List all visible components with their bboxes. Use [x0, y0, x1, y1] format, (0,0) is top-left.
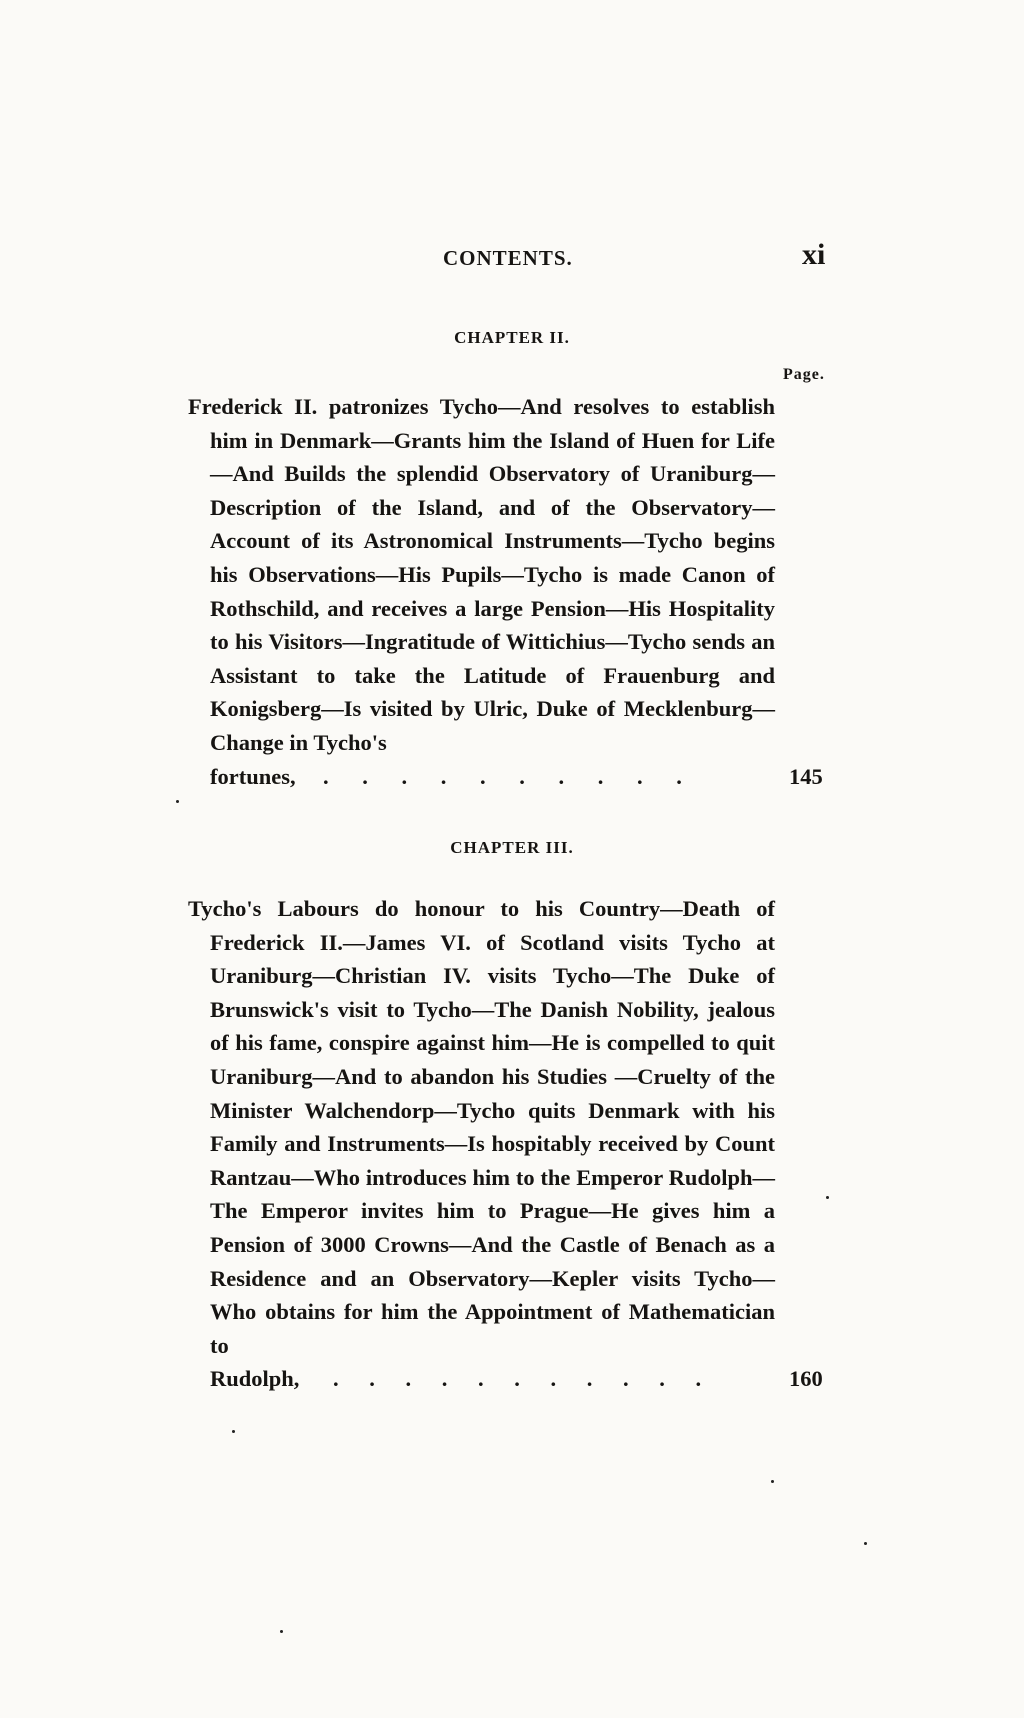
- entry-leader-line: [188, 760, 823, 794]
- contents-entry: [188, 892, 823, 1396]
- dot-leader: . . . . . . . . . .: [323, 763, 682, 789]
- scan-speck: [176, 800, 179, 803]
- scan-speck: [280, 1630, 283, 1633]
- page-column-label: Page.: [783, 366, 825, 383]
- dot-leader: . . . . . . . . . . .: [333, 1366, 702, 1392]
- entry-summary: Frederick II. patronizes Tycho—And resolves to establish him in Denmark—Grants him the Island of Huen for Life—And Builds the splendid Observatory of Uraniburg—Description of the Island, and of the Observatory—Account of its Astronomical Instruments—Tycho begins his Observations—His Pupils—Tycho is made Canon of Rothschild, and receives a large Pension—His Hospitality to his Visitors—Ingratitude of Wittichius—Tycho sends an Assistant to take the Latitude of Frauenburg and Konigsberg—Is visited by Ulric, Duke of Mecklenburg—Change in Tycho's: [188, 394, 775, 755]
- chapter-heading: CHAPTER II.: [454, 328, 570, 347]
- entry-page-number: 160: [789, 1366, 823, 1392]
- running-head: [0, 240, 1024, 280]
- entry-leader-line: [188, 1362, 823, 1396]
- entry-page-number: 145: [789, 763, 823, 789]
- running-head-title: CONTENTS.: [443, 246, 573, 270]
- scan-speck: [826, 1196, 829, 1199]
- scan-speck: [232, 1430, 235, 1433]
- entry-summary: Tycho's Labours do honour to his Country—Death of Frederick II.—James VI. of Scotland visits Tycho at Uraniburg—Christian IV. visits Tycho—The Duke of Brunswick's visit to Tycho—The Danish Nobility, jealous of his fame, conspire against him—He is compelled to quit Uraniburg—And to abandon his Studies —Cruelty of the Minister Walchendorp—Tycho quits Denmark with his Family and Instruments—Is hospitably received by Count Rantzau—Who introduces him to the Emperor Rudolph—The Emperor invites him to Prague—He gives him a Pension of 3000 Crowns—And the Castle of Benach as a Residence and an Observatory—Kepler visits Tycho—Who obtains for him the Appointment of Mathematician to: [188, 896, 775, 1358]
- entry-last-word: Rudolph,: [210, 1366, 300, 1392]
- chapter-heading: CHAPTER III.: [450, 838, 574, 857]
- scan-speck: [864, 1542, 867, 1545]
- scan-speck: [771, 1480, 774, 1483]
- contents-entry: [188, 390, 823, 793]
- entry-last-word: fortunes,: [210, 763, 296, 789]
- page-folio: xi: [802, 238, 826, 271]
